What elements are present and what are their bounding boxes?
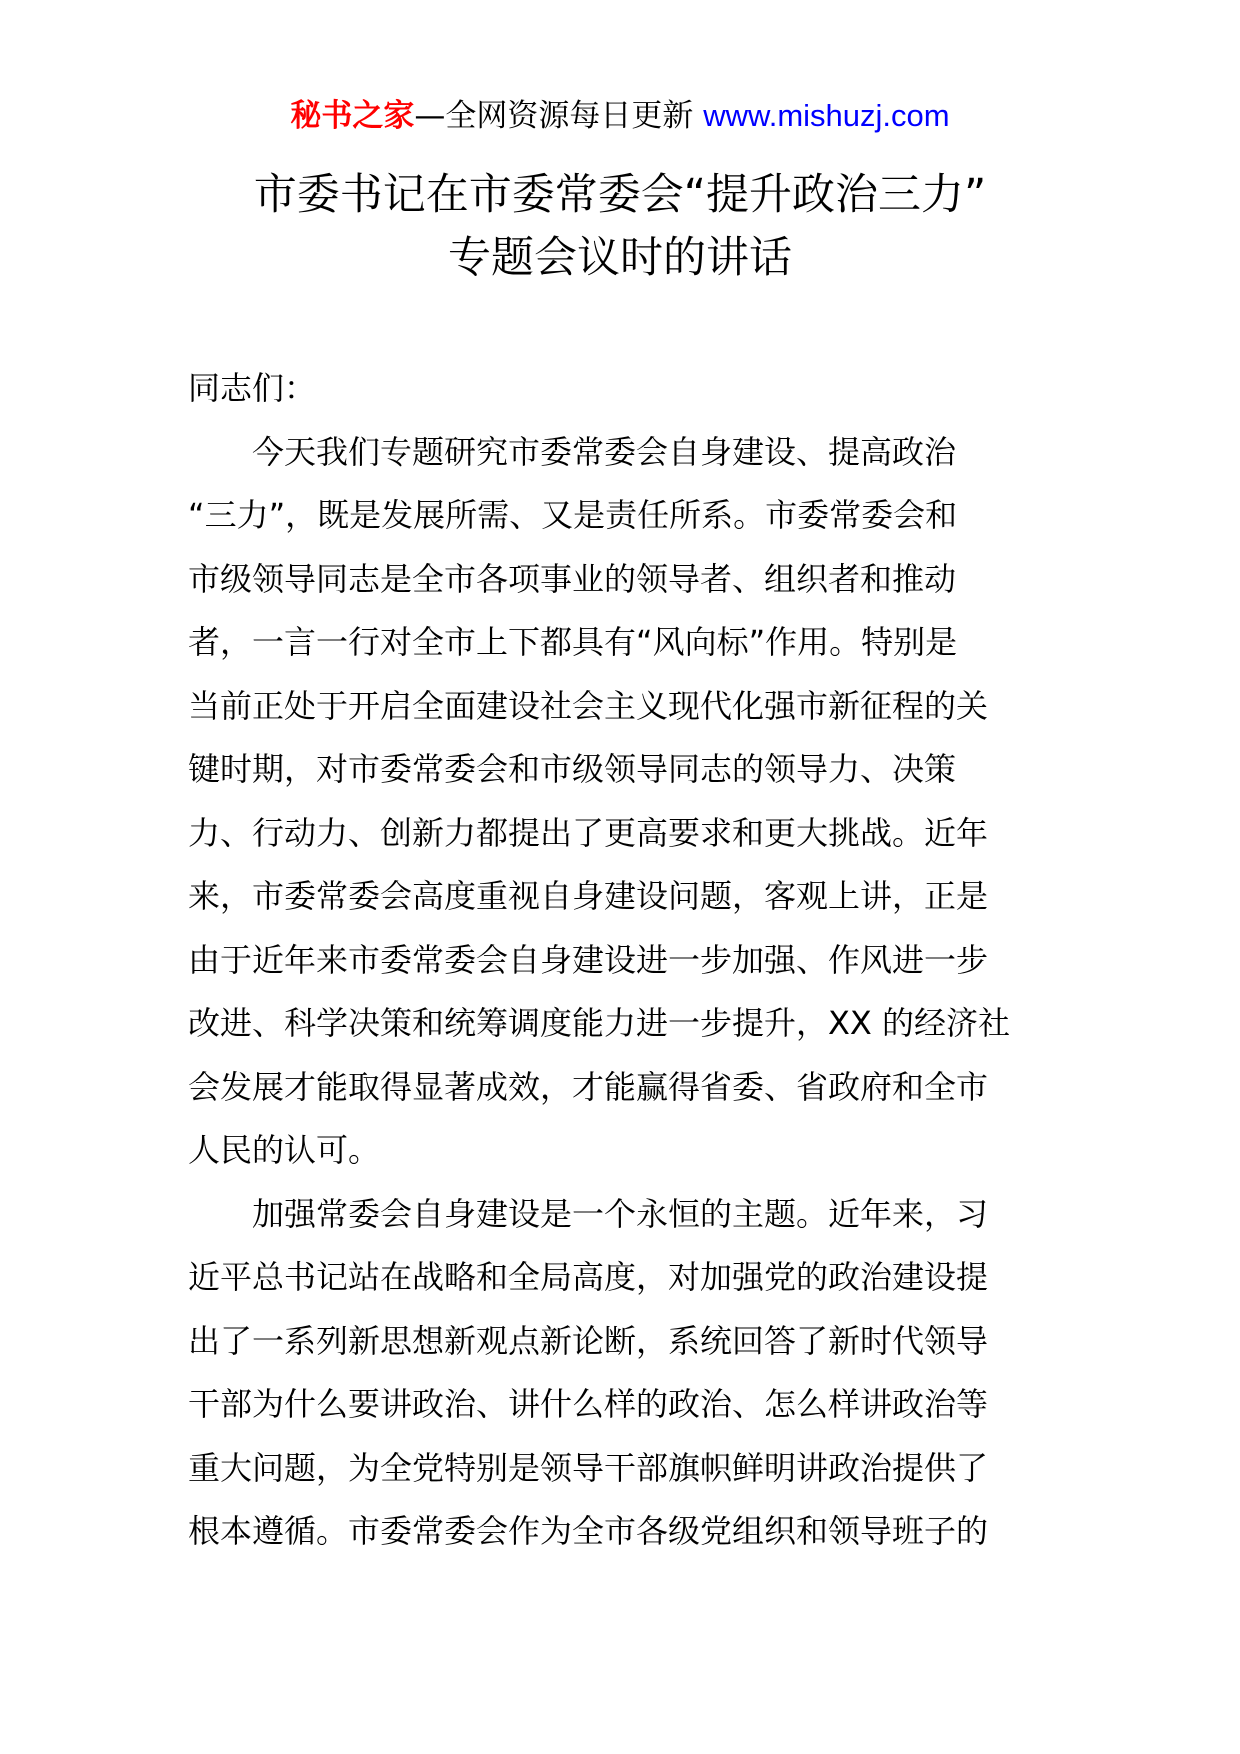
paragraph-1-line: 力、行动力、创新力都提出了更高要求和更大挑战。近年 [188,813,989,852]
paragraph-1-line: 今天我们专题研究市委常委会自身建设、提高政治 [252,432,957,471]
paragraph-1-line: “三力”，既是发展所需、又是责任所系。市委常委会和 [188,496,958,534]
document-title [0,164,1240,290]
paragraph-1-line: 改进、科学决策和统筹调度能力进一步提升，XX 的经济社 [188,1004,1011,1042]
paragraph-2-line: 出了一系列新思想新观点新论断，系统回答了新时代领导 [188,1321,989,1360]
paragraph-2-line: 加强常委会自身建设是一个永恒的主题。近年来，习 [252,1194,989,1233]
paragraph-2-line: 干部为什么要讲政治、讲什么样的政治、怎么样讲政治等 [188,1385,989,1423]
site-watermark-header [0,96,1240,136]
paragraph-1-line: 来，市委常委会高度重视自身建设问题，客观上讲，正是 [188,877,989,915]
paragraph-1-line: 市级领导同志是全市各项事业的领导者、组织者和推动 [188,559,957,598]
paragraph-1-line: 人民的认可。 [188,1131,381,1169]
paragraph-2-line: 根本遵循。市委常委会作为全市各级党组织和领导班子的 [188,1512,989,1550]
site-url-link[interactable]: www.mishuzj.com [703,98,950,133]
paragraph-2-line: 重大问题，为全党特别是领导干部旗帜鲜明讲政治提供了 [188,1448,989,1487]
salutation: 同志们： [188,369,317,407]
site-slogan: —全网资源每日更新 [414,98,704,134]
document-body [188,357,1054,1564]
paragraph-1-line: 会发展才能取得显著成效，才能赢得省委、省政府和全市 [188,1067,989,1106]
paragraph-1-line: 键时期，对市委常委会和市级领导同志的领导力、决策 [188,750,957,788]
site-brand: 秘书之家 [290,98,415,134]
paragraph-1-line: 由于近年来市委常委会自身建设进一步加强、作风进一步 [188,940,989,979]
title-line-1: 市委书记在市委常委会“提升政治三力” [253,170,987,220]
title-line-2: 专题会议时的讲话 [448,233,792,283]
paragraph-1-line: 当前正处于开启全面建设社会主义现代化强市新征程的关 [188,686,989,725]
paragraph-2-line: 近平总书记站在战略和全局高度，对加强党的政治建设提 [188,1258,989,1296]
paragraph-1-line: 者，一言一行对全市上下都具有“风向标”作用。特别是 [188,623,958,661]
